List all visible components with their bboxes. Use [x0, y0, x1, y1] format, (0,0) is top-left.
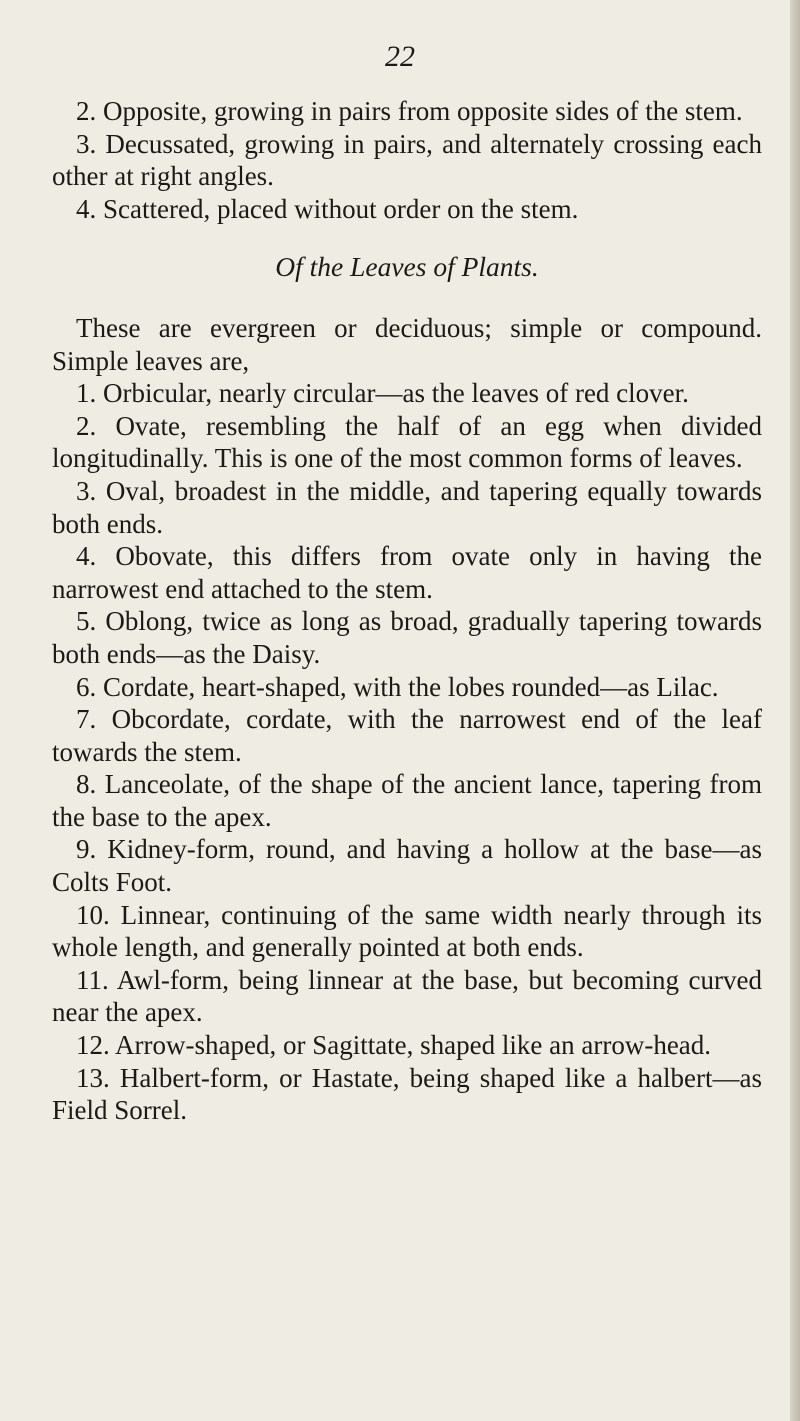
list-item: 2. Opposite, growing in pairs from opposite sides of the stem.: [76, 96, 743, 126]
list-item: 2. Ovate, resembling the half of an egg when divided longitudinally. This is one of the most common forms of leaves.: [52, 410, 762, 474]
list-item: 6. Cordate, heart-shaped, with the lobes rounded—as Lilac.: [76, 671, 719, 702]
list-item: 3. Decussated, growing in pairs, and alternately crossing each other at right angles.: [52, 128, 762, 192]
list-item: 3. Oval, broadest in the middle, and tapering equally towards both ends.: [52, 475, 762, 539]
intro-paragraph: These are evergreen or deciduous; simple or compound. Simple leaves are,: [52, 312, 762, 376]
list-item: 8. Lanceolate, of the shape of the ancient lance, tapering from the base to the apex.: [52, 769, 762, 832]
list-item: 10. Linnear, continuing of the same width nearly through its whole length, and generally pointed at both ends.: [52, 899, 762, 963]
list-item: 4. Scattered, placed without order on the stem.: [76, 193, 579, 224]
list-item: 12. Arrow-shaped, or Sagittate, shaped like an arrow-head.: [76, 1030, 712, 1061]
list-item: 11. Awl-form, being linnear at the base, but becoming curved near the apex.: [52, 964, 762, 1028]
list-item: 7. Obcordate, cordate, with the narrowest end of the leaf towards the stem.: [52, 704, 762, 767]
section-heading: Of the Leaves of Plants.: [275, 251, 539, 283]
page-number: 22: [385, 40, 415, 73]
list-item: 4. Obovate, this differs from ovate only in having the narrowest end attached to the stem.: [52, 541, 762, 604]
page-body: [52, 95, 762, 1127]
list-item: 1. Orbicular, nearly circular—as the leaves of red clover.: [76, 378, 689, 409]
page-edge: [790, 0, 800, 1421]
list-item: 5. Oblong, twice as long as broad, gradually tapering towards both ends—as the Daisy.: [52, 606, 762, 669]
list-item: 9. Kidney-form, round, and having a hollow at the base—as Colts Foot.: [52, 834, 762, 898]
list-item: 13. Halbert-form, or Hastate, being shaped like a halbert—as Field Sorrel.: [52, 1062, 762, 1126]
